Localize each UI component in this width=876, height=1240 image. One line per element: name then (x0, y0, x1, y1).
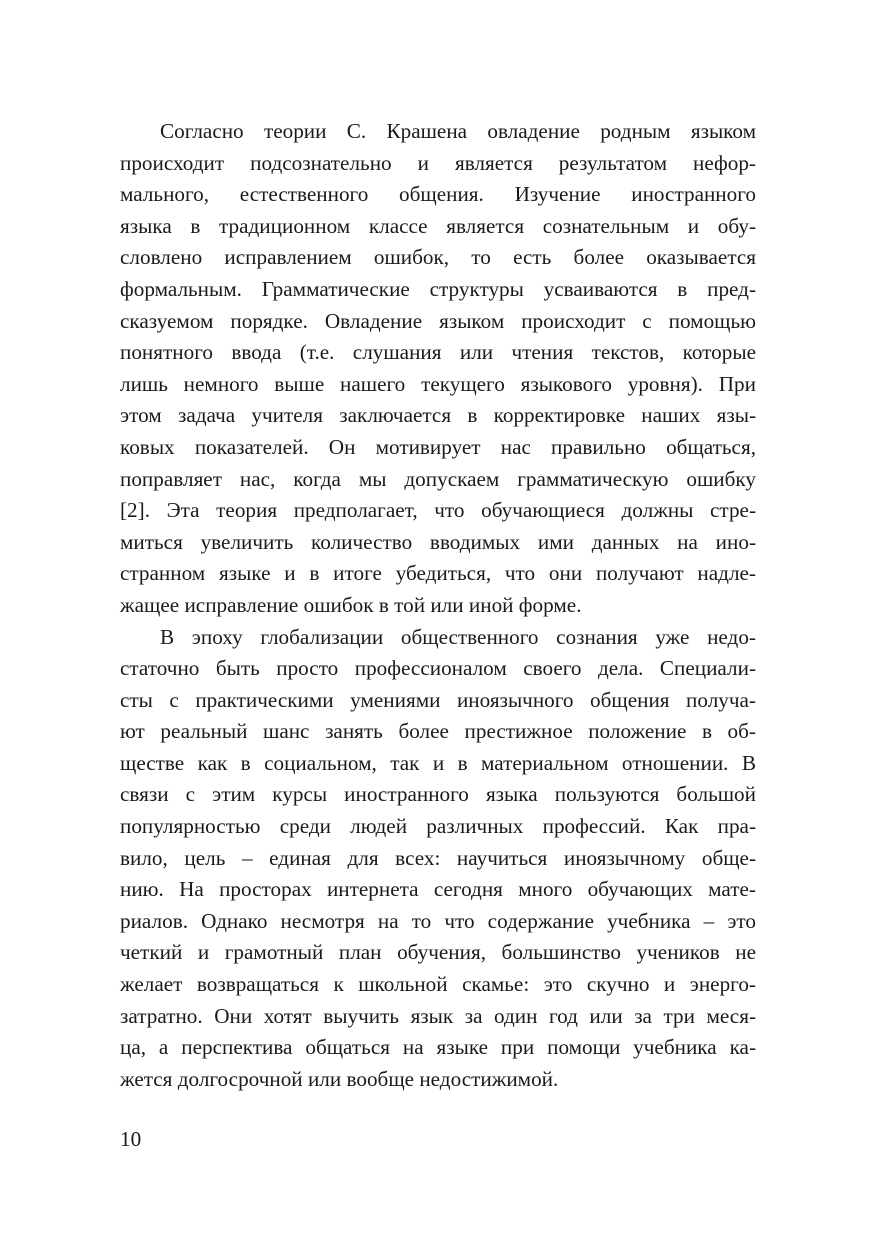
text-line: сказуемом порядке. Овладение языком происходит с помощью (120, 308, 756, 333)
paragraph-2 (120, 622, 756, 1096)
text-line: миться увеличить количество вводимых ими данных на ино- (120, 529, 756, 554)
text-line: странном языке и в итоге убедиться, что они получают надле- (120, 561, 756, 586)
text-line: словлено исправлением ошибок, то есть более оказывается (120, 245, 756, 270)
text-line: связи с этим курсы иностранного языка пользуются большой (120, 782, 756, 807)
text-line: мального, естественного общения. Изучение иностранного (120, 182, 756, 207)
text-line: желает возвращаться к школьной скамье: это скучно и энерго- (120, 972, 756, 997)
text-line: нию. На просторах интернета сегодня много обучающих мате- (120, 877, 756, 902)
text-line: риалов. Однако несмотря на то что содержание учебника – это (120, 908, 756, 933)
text-line: ют реальный шанс занять более престижное положение в об- (120, 719, 756, 744)
text-line: Согласно теории С. Крашена овладение родным языком (160, 119, 756, 143)
text-line: понятного ввода (т.е. слушания или чтения текстов, которые (120, 340, 756, 365)
text-line: формальным. Грамматические структуры усваиваются в пред- (120, 276, 756, 301)
text-line: лишь немного выше нашего текущего языкового уровня). При (120, 371, 756, 396)
text-line: жащее исправление ошибок в той или иной форме. (120, 592, 582, 617)
text-line: поправляет нас, когда мы допускаем грамматическую ошибку (120, 466, 756, 491)
text-line: ца, а перспектива общаться на языке при помощи учебника ка- (120, 1035, 756, 1060)
body-text (120, 116, 756, 1095)
text-line: вило, цель – единая для всех: научиться иноязычному обще- (120, 845, 756, 870)
text-line: статочно быть просто профессионалом своего дела. Специали- (120, 656, 756, 681)
paragraph-1 (120, 116, 756, 622)
text-line: В эпоху глобализации общественного сознания уже недо- (160, 624, 756, 649)
text-line: языка в традиционном классе является сознательным и обу- (120, 213, 756, 238)
text-line: [2]. Эта теория предполагает, что обучающиеся должны стре- (120, 498, 756, 523)
text-line: четкий и грамотный план обучения, большинство учеников не (120, 940, 756, 965)
text-line: популярностью среди людей различных профессий. Как пра- (120, 814, 756, 839)
text-line: сты с практическими умениями иноязычного общения получа- (120, 687, 756, 712)
text-line: ществе как в социальном, так и в материальном отношении. В (120, 750, 756, 775)
text-line: происходит подсознательно и является результатом нефор- (120, 150, 756, 175)
page-number: 10 (120, 1127, 142, 1151)
text-line: жется долгосрочной или вообще недостижимой. (120, 1066, 559, 1091)
text-line: ковых показателей. Он мотивирует нас правильно общаться, (120, 434, 756, 459)
text-line: затратно. Они хотят выучить язык за один год или за три меся- (120, 1003, 756, 1028)
text-line: этом задача учителя заключается в корректировке наших язы- (120, 403, 756, 428)
